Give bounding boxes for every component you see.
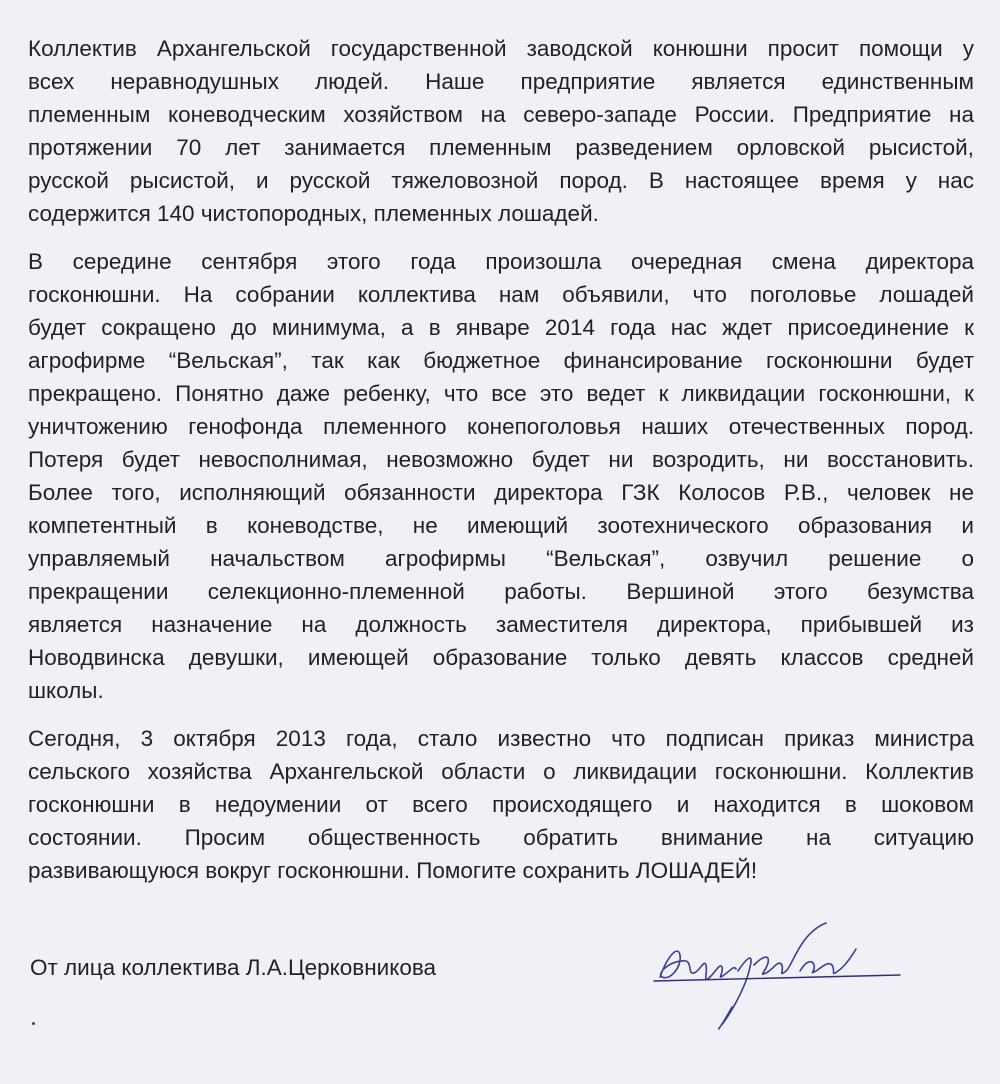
text-line: госконюшни. На собрании коллектива нам объявили, что поголовье лошадей <box>28 282 974 307</box>
text-line: протяжении 70 лет занимается племенным разведением орловской рысистой, <box>28 135 974 160</box>
text-line: Новодвинска девушки, имеющей образование только девять классов средней <box>28 645 974 670</box>
text-line: племенным коневодческим хозяйством на северо-западе России. Предприятие на <box>28 102 974 127</box>
text-line: Коллектив Архангельской государственной заводской конюшни просит помощи у <box>28 36 974 61</box>
paragraph <box>28 722 974 887</box>
text-line: всех неравнодушных людей. Наше предприятие является единственным <box>28 69 974 94</box>
letter-body <box>28 32 974 902</box>
ink-dot <box>32 1022 35 1025</box>
text-line: является назначение на должность заместителя директора, прибывшей из <box>28 612 974 637</box>
text-line: прекращении селекционно-племенной работы. Вершиной этого безумства <box>28 579 974 604</box>
text-line: прекращено. Понятно даже ребенку, что все это ведет к ликвидации госконюшни, к <box>28 381 974 406</box>
text-line: управляемый начальством агрофирмы “Вельская”, озвучил решение о <box>28 546 974 571</box>
text-line: Более того, исполняющий обязанности директора ГЗК Колосов Р.В., человек не <box>28 480 974 505</box>
signatory-line: От лица коллектива Л.А.Церковникова <box>30 955 437 980</box>
text-line: содержится 140 чистопородных, племенных лошадей. <box>28 201 599 226</box>
paragraph <box>28 32 974 230</box>
text-line: агрофирме “Вельская”, так как бюджетное финансирование госконюшни будет <box>28 348 974 373</box>
text-line: будет сокращено до минимума, а в январе 2014 года нас ждет присоединение к <box>28 315 974 340</box>
text-line: школы. <box>28 678 104 703</box>
text-line: Потеря будет невосполнимая, невозможно будет ни возродить, ни восстановить. <box>28 447 974 472</box>
text-line: Сегодня, 3 октября 2013 года, стало известно что подписан приказ министра <box>28 726 974 751</box>
text-line: состоянии. Просим общественность обратить внимание на ситуацию <box>28 825 974 850</box>
text-line: русской рысистой, и русской тяжеловозной пород. В настоящее время у нас <box>28 168 974 193</box>
paragraph <box>28 245 974 707</box>
text-line: сельского хозяйства Архангельской области о ликвидации госконюшни. Коллектив <box>28 759 974 784</box>
text-line: развивающуюся вокруг госконюшни. Помогите сохранить ЛОШАДЕЙ! <box>28 858 758 883</box>
handwritten-signature <box>650 915 910 1035</box>
text-line: компетентный в коневодстве, не имеющий зоотехнического образования и <box>28 513 974 538</box>
text-line: В середине сентября этого года произошла очередная смена директора <box>28 249 974 274</box>
text-line: госконюшни в недоумении от всего происходящего и находится в шоковом <box>28 792 974 817</box>
text-line: уничтожению генофонда племенного конепоголовья наших отечественных пород. <box>28 414 974 439</box>
